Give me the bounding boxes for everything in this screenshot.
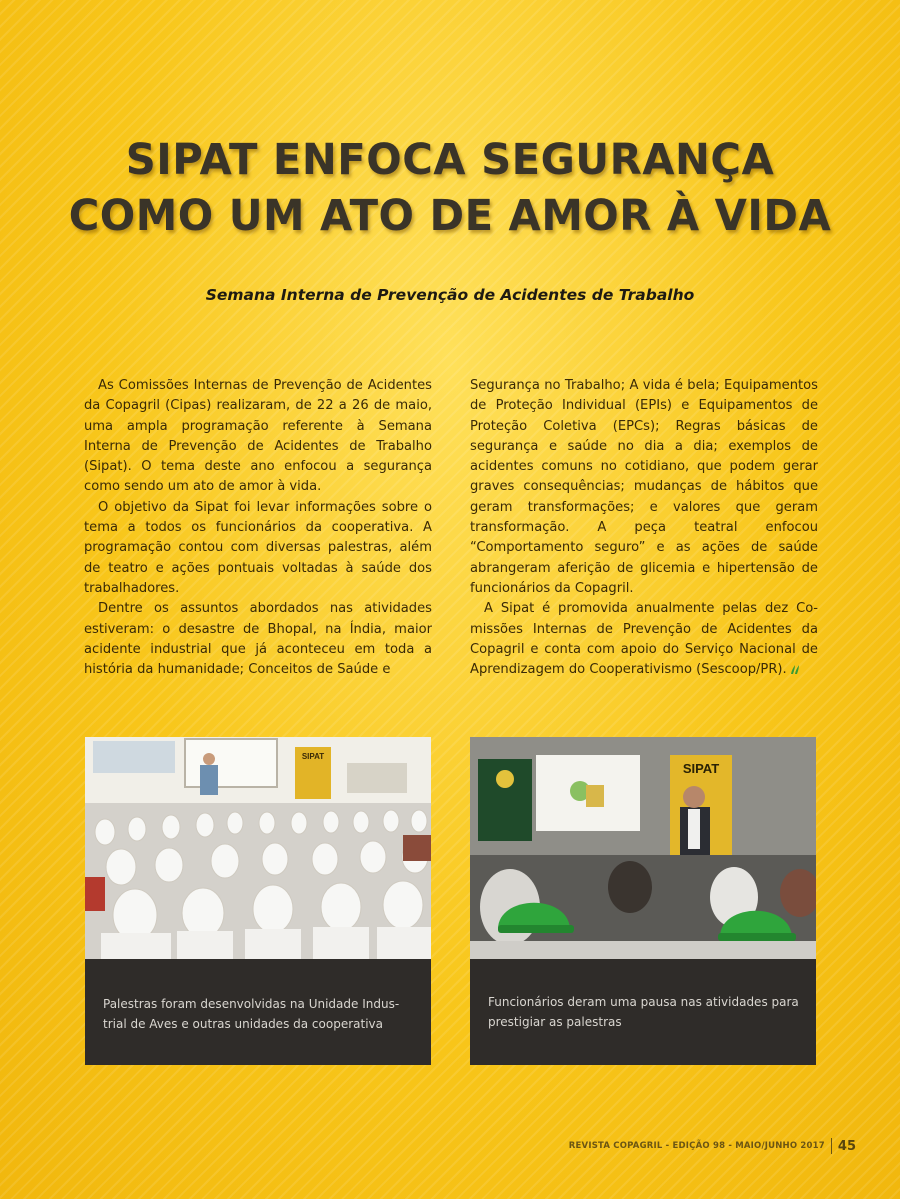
title-line-2: COMO UM ATO DE AMOR À VIDA: [68, 191, 832, 241]
text-column-right: [470, 376, 818, 680]
paragraph: Segurança no Trabalho; A vida é bela; Equipamentos de Proteção Individual (EPIs) e Equipamentos de Proteção Coletiva (EPCs); Regras básicas de segurança e saúde no dia a dia; exemplos de acidentes comuns no cotidiano, que podem gerar graves consequências; mudanças de hábitos que geram transformações; e valores que geram transformação. A peça teatral enfocou “Comportamento seguro” e as ações de saúde abrangeram aferição de glicemia e hipertensão de funcionários da Copagril.: [470, 378, 818, 596]
photo-card-left: [85, 737, 431, 1065]
end-mark-icon: [790, 665, 800, 674]
presentation-photo: [470, 737, 816, 959]
photo-card-right: [470, 737, 816, 1065]
photo-caption: Funcionários deram uma pausa nas atividades para prestigiar as palestras: [488, 995, 799, 1029]
text-column-left: [84, 376, 432, 680]
paragraph: O objetivo da Sipat foi levar informações sobre o tema a todos os funcionários da cooperativa. A programação contou com diversas palestras, além de teatro e ações pontuais voltadas à saúde dos trabalhadores.: [84, 499, 432, 596]
footer-divider: [831, 1138, 832, 1154]
photo-caption: Palestras foram desenvolvidas na Unidade Industrial de Aves e outras unidades da cooperativa: [103, 997, 400, 1031]
paragraph: Dentre os assuntos abordados nas atividades estiveram: o desastre de Bhopal, na Índia, maior acidente industrial que já aconteceu em toda a história da humanidade; Conceitos de Saúde e: [84, 601, 432, 678]
lecture-audience-photo: [85, 737, 431, 959]
svg-text:SIPAT: SIPAT: [682, 761, 720, 776]
article-title: [52, 132, 847, 244]
paragraph-text: A Sipat é promovida anualmente pelas dez Comissões Internas de Prevenção de Acidentes da Copagril e conta com apoio do Serviço Nacional de Aprendizagem do Cooperativismo (Sescoop/PR).: [470, 601, 818, 678]
magazine-edition: REVISTA COPAGRIL - EDIÇÃO 98 - MAIO/JUNHO 2017: [568, 1141, 825, 1151]
paragraph: As Comissões Internas de Prevenção de Acidentes da Copagril (Cipas) realizaram, de 22 a 26 de maio, uma ampla programação referente à Semana Interna de Prevenção de Acidentes de Trabalho (Sipat). O tema deste ano enfocou a segurança como sendo um ato de amor à vida.: [84, 378, 432, 495]
title-line-1: SIPAT ENFOCA SEGURANÇA: [125, 135, 775, 185]
paragraph-last: [470, 599, 818, 680]
page-number: 45: [837, 1138, 856, 1154]
page-footer: [569, 1138, 856, 1154]
svg-text:SIPAT: SIPAT: [301, 752, 325, 761]
article-subtitle: Semana Interna de Prevenção de Acidentes de Trabalho: [205, 286, 695, 304]
